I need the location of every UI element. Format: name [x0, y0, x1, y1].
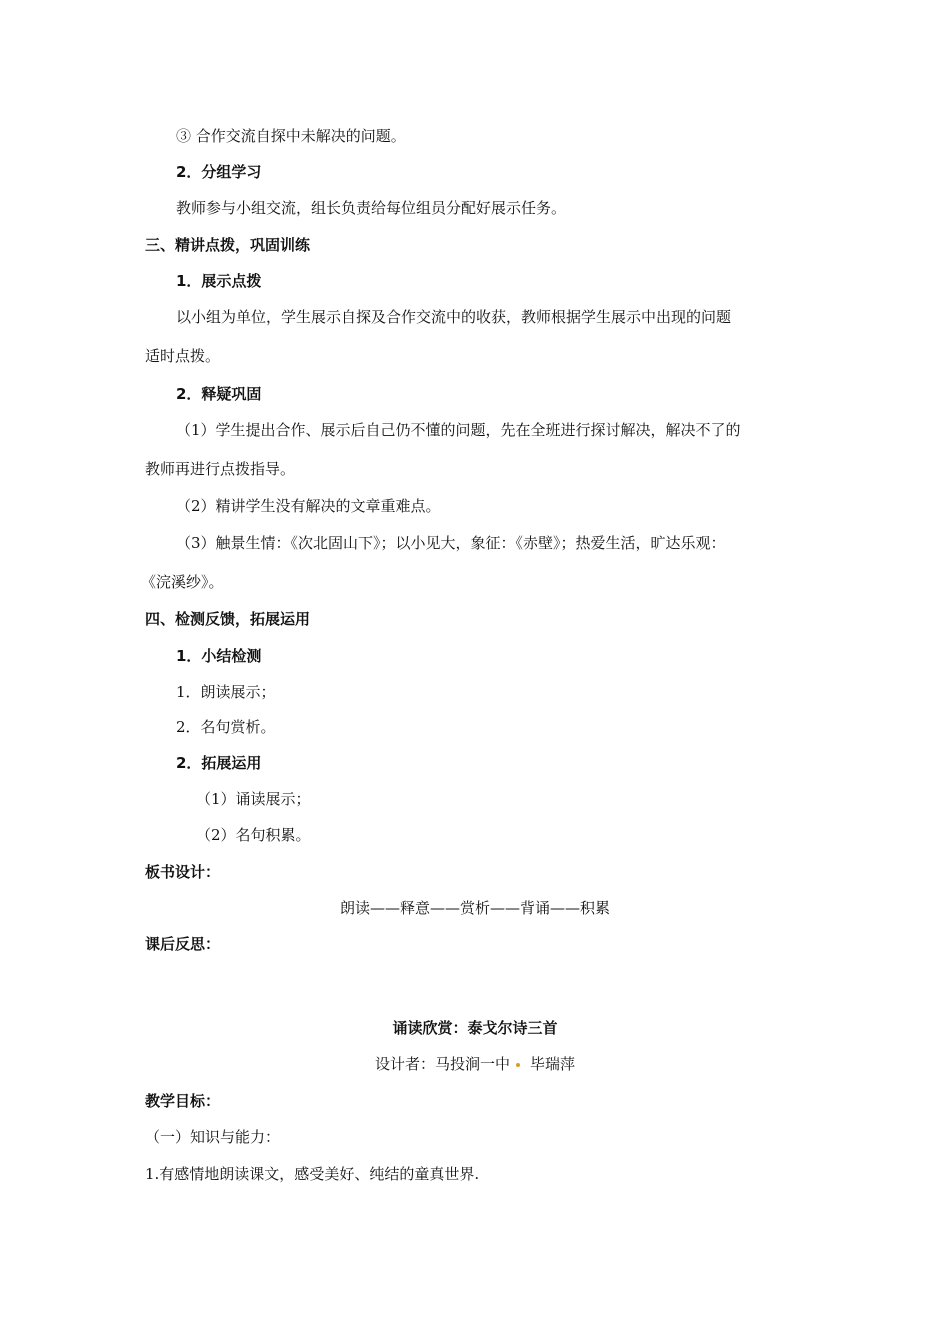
- subheading-group-study: 2．分组学习: [176, 163, 262, 181]
- paragraph-clarify-1-line1: （1）学生提出合作、展示后自己仍不懂的问题，先在全班进行探讨解决，解决不了的: [176, 421, 741, 439]
- board-design-content: 朗读——释意——赏析——背诵——积累: [339, 899, 610, 917]
- goal-item-1: 1.有感情地朗读课文，感受美好、纯结的童真世界.: [145, 1165, 480, 1183]
- paragraph-clarify-3-line2: 《浣溪纱》。: [141, 573, 224, 591]
- lesson-designer: [0, 1054, 950, 1074]
- designer-prefix: 设计者：马投涧一中: [374, 1055, 510, 1073]
- paragraph-group-study: 教师参与小组交流，组长负责给每位组员分配好展示任务。: [176, 199, 567, 217]
- subheading-summary: 1．小结检测: [176, 647, 262, 665]
- subheading-clarify: 2．释疑巩固: [176, 385, 262, 403]
- list-item-cooperate: ③ 合作交流自探中未解决的问题。: [176, 127, 406, 145]
- list-item-recitation: （1）诵读展示；: [196, 790, 311, 808]
- list-item-appreciation: 2．名句赏析。: [176, 718, 276, 736]
- paragraph-clarify-1-line2: 教师再进行点拨指导。: [145, 460, 296, 478]
- list-item-reading: 1．朗读展示；: [176, 683, 276, 701]
- section-heading-three: 三、精讲点拨，巩固训练: [145, 236, 311, 254]
- section-heading-four: 四、检测反馈，拓展运用: [145, 610, 311, 628]
- paragraph-display-line2: 适时点拨。: [145, 347, 221, 365]
- list-item-quotes: （2）名句积累。: [196, 826, 311, 844]
- lesson-title: 诵读欣赏：泰戈尔诗三首: [392, 1019, 558, 1037]
- reflection-heading: 课后反思：: [145, 935, 221, 953]
- subheading-extension: 2．拓展运用: [176, 754, 262, 772]
- goals-heading: 教学目标：: [145, 1092, 221, 1110]
- board-design-heading: 板书设计：: [145, 863, 221, 881]
- separator-dot-icon: [516, 1063, 520, 1067]
- paragraph-display-line1: 以小组为单位，学生展示自探及合作交流中的收获，教师根据学生展示中出现的问题: [176, 308, 732, 326]
- designer-name: 毕瑞萍: [530, 1055, 576, 1073]
- paragraph-clarify-2: （2）精讲学生没有解决的文章重难点。: [176, 497, 441, 515]
- subheading-display: 1．展示点拨: [176, 272, 262, 290]
- goal-category: （一）知识与能力：: [145, 1128, 281, 1146]
- paragraph-clarify-3-line1: （3）触景生情：《次北固山下》；以小见大，象征：《赤壁》；热爱生活，旷达乐观：: [176, 534, 726, 552]
